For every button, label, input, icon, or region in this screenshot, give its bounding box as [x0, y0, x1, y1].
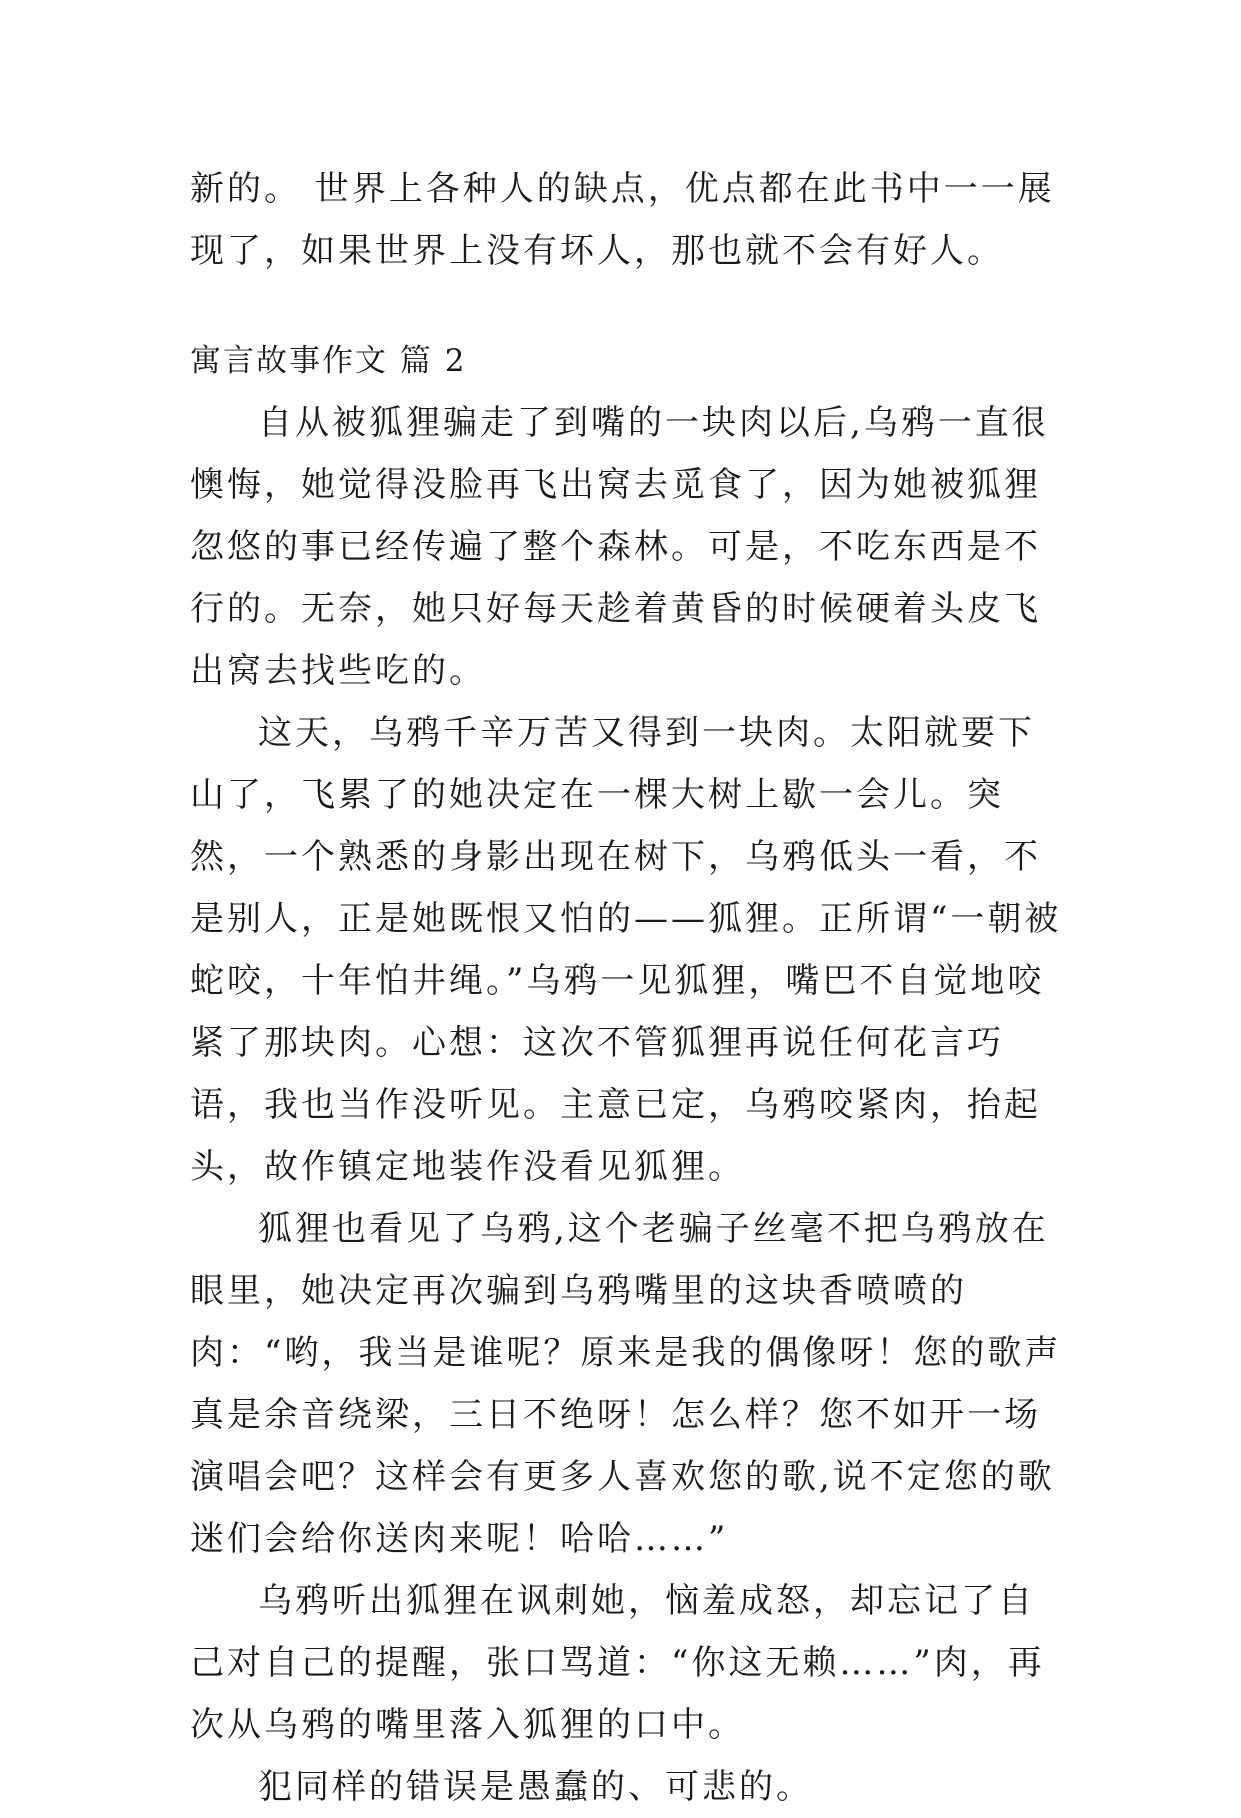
body-paragraph: 狐狸也看见了乌鸦,这个老骗子丝毫不把乌鸦放在眼里，她决定再次骗到乌鸦嘴里的这块香喷喷的肉：“哟，我当是谁呢？原来是我的偶像呀！您的歌声真是余音绕梁，三日不绝呀！怎么样？您不如开一场演唱会吧？这样会有更多人喜欢您的歌,说不定您的歌迷们会给你送肉来呢！哈哈……”: [190, 1209, 1062, 1559]
body-paragraph: 这天，乌鸦千辛万苦又得到一块肉。太阳就要下山了，飞累了的她决定在一棵大树上歇一会儿。突然，一个熟悉的身影出现在树下，乌鸦低头一看，不是别人，正是她既恨又怕的——狐狸。正所谓“一朝被蛇咬，十年怕井绳。”乌鸦一见狐狸，嘴巴不自觉地咬紧了那块肉。心想：这次不管狐狸再说任何花言巧语，我也当作没听见。主意已定，乌鸦咬紧肉，抬起头，故作镇定地装作没看见狐狸。: [190, 713, 1062, 1187]
document-body: [190, 158, 1070, 1818]
body-paragraph: 犯同样的错误是愚蠢的、可悲的。: [258, 1767, 813, 1807]
section-heading: 寓言故事作文 篇 2: [190, 343, 467, 379]
body-paragraph: 自从被狐狸骗走了到嘴的一块肉以后,乌鸦一直很懊悔，她觉得没脸再飞出窝去觅食了，因为她被狐狸忽悠的事已经传遍了整个森林。可是，不吃东西是不行的。无奈，她只好每天趁着黄昏的时候硬着头皮飞出窝去找些吃的。: [190, 403, 1049, 691]
intro-paragraph: 新的。 世界上各种人的缺点，优点都在此书中一一展现了，如果世界上没有坏人，那也就不会有好人。: [190, 169, 1055, 271]
body-paragraph: 乌鸦听出狐狸在讽刺她，恼羞成怒，却忘记了自己对自己的提醒，张口骂道：“你这无赖……”肉，再次从乌鸦的嘴里落入狐狸的口中。: [190, 1581, 1045, 1745]
section-spacer: [190, 282, 1070, 330]
